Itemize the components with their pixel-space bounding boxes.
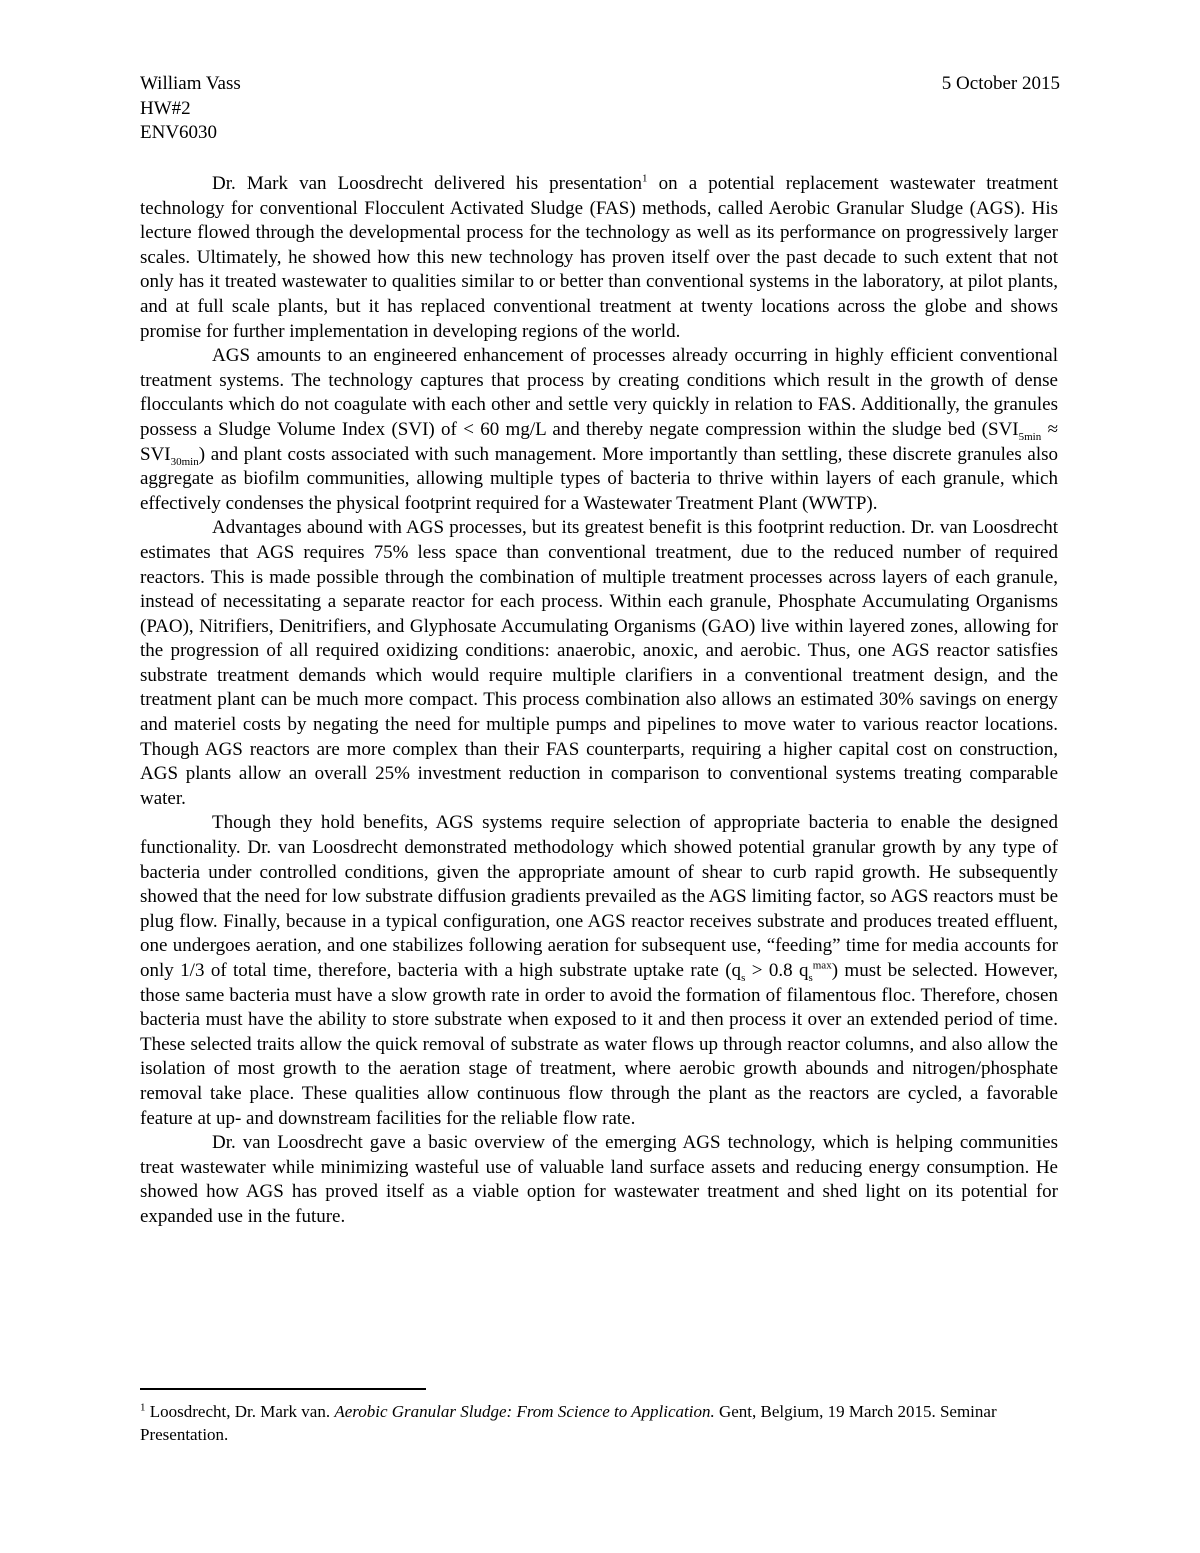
paragraph-intro: Dr. Mark van Loosdrecht delivered his presentation$^1$ on a potential replacement wastewater treatment technology for conventional Flocculent Activated Sludge (FAS) methods, called Aerobic Granular Sludge (AGS). His lecture flowed through the developmental process for the technology as well as its performance on progressively larger scales. Ultimately, he showed how this new technology has proven itself over the past decade to such extent that not only has it treated wastewater to qualities similar to or better than conventional systems in the laboratory, at pilot plants, and at full scale plants, but it has replaced conventional treatment at twenty locations across the globe and shows promise for further implementation in developing regions of the world. xyxy=(140,172,1058,342)
assignment-label: HW#2 xyxy=(140,97,191,119)
course-code: ENV6030 xyxy=(140,122,218,143)
document-header xyxy=(140,72,1060,146)
header-first-row xyxy=(140,72,1060,97)
paragraph-advantages: Advantages abound with AGS processes, but its greatest benefit is this footprint reduction. Dr. van Loosdrecht estimates that AGS requires 75% less space than conventional treatment, due to the reduced number of required reactors. This is made possible through the combination of multiple treatment processes across layers of each granule, instead of necessitating a separate reactor for each process. Within each granule, Phosphate Accumulating Organisms (PAO), Nitrifiers, Denitrifiers, and Glyphosate Accumulating Organisms (GAO) live within layered zones, allowing for the progression of all required oxidizing conditions: anaerobic, anoxic, and aerobic. Thus, one AGS reactor satisfies substrate treatment demands which would require multiple clarifiers in a conventional treatment design, and the treatment plant can be much more compact. This process combination also allows an estimated 30% savings on energy and materiel costs by negating the need for multiple pumps and pipelines to move water to various reactor locations. Though AGS reactors are more complex than their FAS counterparts, requiring a higher capital cost on construction, AGS plants allow an overall 25% investment reduction in comparison to conventional systems treating comparable water. xyxy=(140,517,1058,809)
footnote: $^1$ Loosdrecht, Dr. Mark van. Aerobic Granular Sludge: From Science to Application. Gent, Belgium, 19 March 2015. Seminar Presentation. xyxy=(140,1401,997,1444)
document-date: 5 October 2015 xyxy=(941,73,1060,94)
paragraph-ags-process: AGS amounts to an engineered enhancement of processes already occurring in highly efficient conventional treatment systems. The technology captures that process by creating conditions which result in the growth of dense flocculants which do not coagulate with each other and settle very quickly in relation to FAS. Additionally, the granules possess a Sludge Volume Index (SVI) of < 60 mg/L and thereby negate compression within the sludge bed $(SVI_{5min} \approx SVI_{30min})$ and plant costs associated with such management. More importantly than settling, these discrete granules also aggregate as biofilm communities, allowing multiple types of bacteria to thrive within layers of each granule, which effectively condenses the physical footprint required for a Wastewater Treatment Plant (WWTP). xyxy=(140,345,1058,514)
footnote-title: Aerobic Granular Sludge: From Science to Application. xyxy=(334,1402,715,1421)
document-body xyxy=(140,172,1058,1230)
paragraph-bacteria-selection: Though they hold benefits, AGS systems require selection of appropriate bacteria to enable the designed functionality. Dr. van Loosdrecht demonstrated methodology which showed potential granular growth by any type of bacteria under controlled conditions, given the appropriate amount of shear to curb rapid growth. He subsequently showed that the need for low substrate diffusion gradients prevailed as the AGS limiting factor, so AGS reactors must be plug flow. Finally, because in a typical configuration, one AGS reactor receives substrate and produces treated effluent, one undergoes aeration, and one stabilizes following aeration for subsequent use, “feeding” time for media accounts for only 1/3 of total time, therefore, bacteria with a high substrate uptake rate ($q_s > 0.8$ $q_s^{max}$) must be selected. However, those same bacteria must have a slow growth rate in order to avoid the formation of filamentous floc. Therefore, chosen bacteria must have the ability to store substrate when exposed to it and then process it over an extended period of time. These selected traits allow the quick removal of substrate as water flows up through reactor columns, and also allow the isolation of most growth to the aeration stage of treatment, where aerobic growth abounds and nitrogen/phosphate removal take place. These qualities allow continuous flow through the plant as the reactors are cycled, a favorable feature at up- and downstream facilities for the reliable flow rate. xyxy=(140,812,1059,1129)
footnote-reference: 1 xyxy=(642,172,648,185)
footnote-marker: 1 xyxy=(140,1401,146,1414)
footnote-divider xyxy=(140,1388,426,1390)
paragraph-conclusion: Dr. van Loosdrecht gave a basic overview of the emerging AGS technology, which is helping communities treat wastewater while minimizing wasteful use of valuable land surface assets and reducing energy consumption. He showed how AGS has proved itself as a viable option for wastewater treatment and shed light on its potential for expanded use in the future. xyxy=(140,1132,1058,1227)
author-name: William Vass xyxy=(140,73,241,94)
